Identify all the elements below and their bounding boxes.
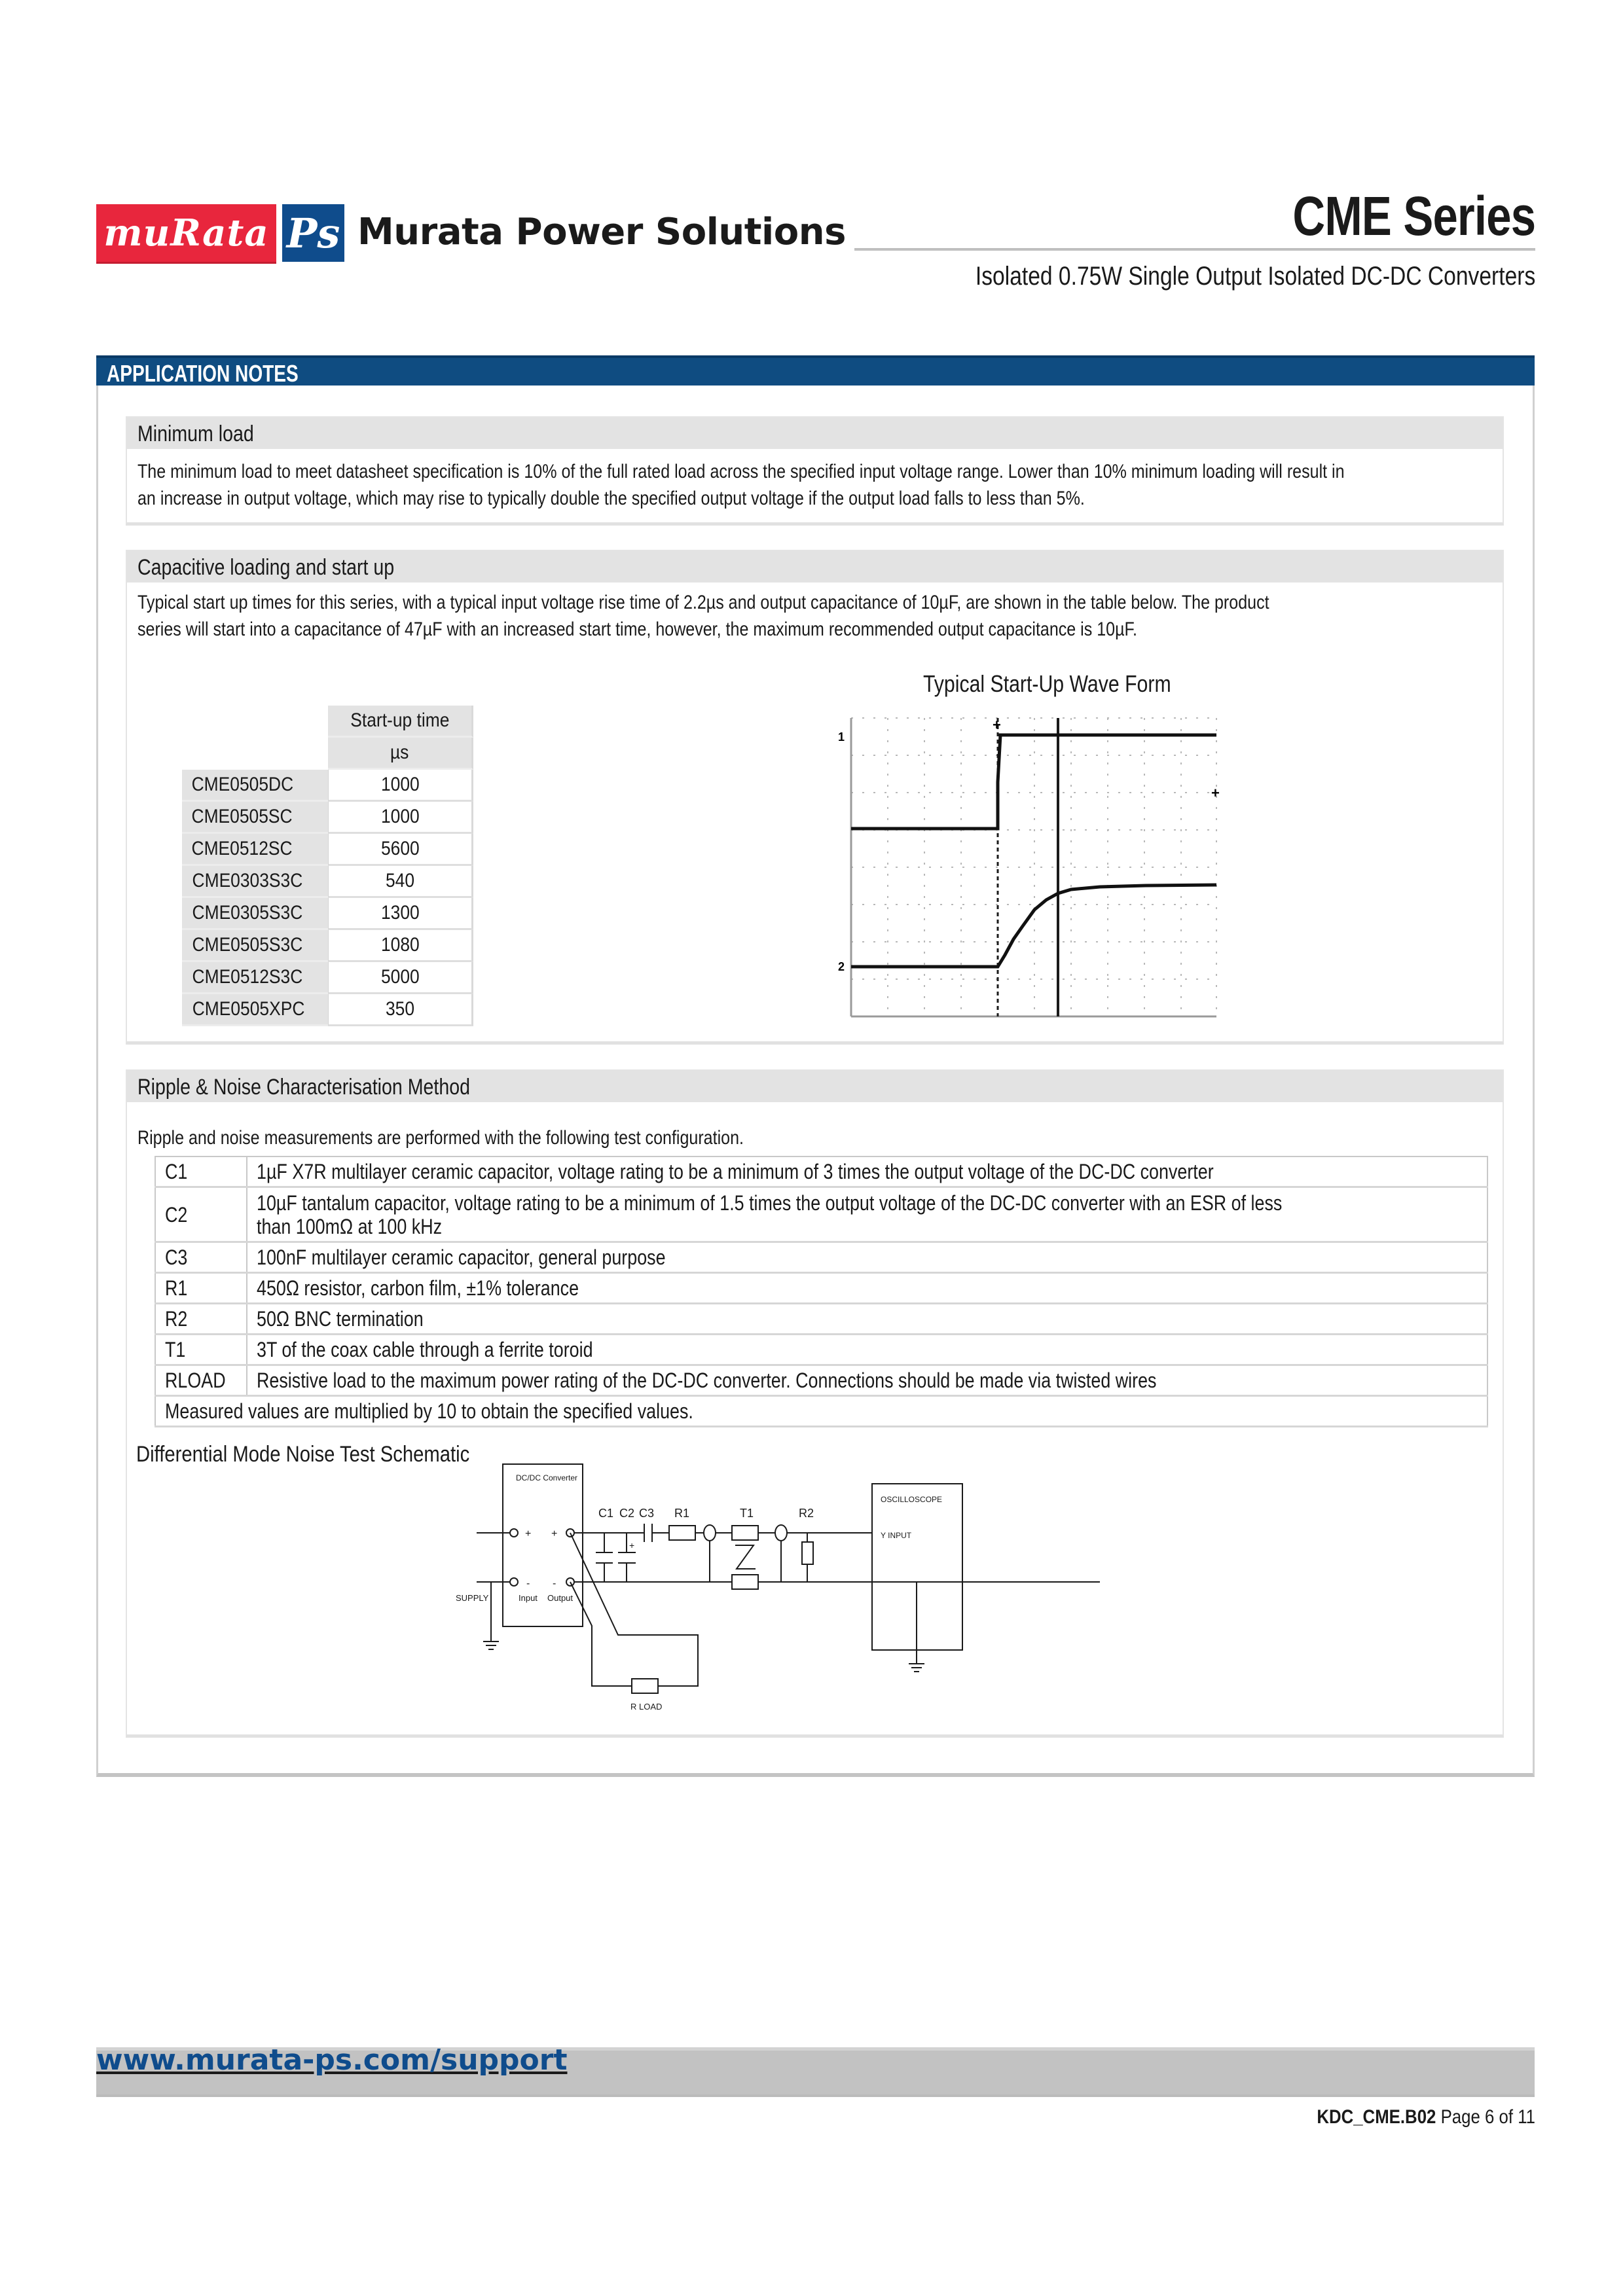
page-number	[1317, 2106, 1535, 2128]
component-desc: 50Ω BNC termination	[257, 1307, 424, 1331]
model-name: CME0305S3C	[192, 902, 303, 924]
table-row	[182, 770, 473, 802]
svg-text:-: -	[553, 1578, 556, 1589]
startup-value: 1080	[380, 934, 420, 956]
section-header	[127, 551, 1503, 583]
level-marker-icon: +	[1211, 785, 1220, 801]
section-header	[127, 418, 1503, 449]
brand-name: Murata Power Solutions	[357, 211, 846, 253]
trigger-marker-icon: +	[993, 717, 1001, 733]
ps-logo-text: Ps	[286, 209, 340, 257]
chart-grid	[851, 718, 1216, 1016]
table-row	[182, 962, 473, 994]
startup-value: 5000	[380, 966, 420, 988]
application-notes-title: APPLICATION NOTES	[107, 360, 299, 387]
ripple-intro-text: Ripple and noise measurements are performed with the following test configuration.	[137, 1127, 744, 1149]
capacitive-loading-text	[137, 589, 1471, 643]
schematic-title: Differential Mode Noise Test Schematic	[136, 1442, 470, 1467]
model-name: CME0303S3C	[192, 870, 303, 891]
component-ref: R1	[165, 1276, 188, 1300]
component-desc: 10µF tantalum capacitor, voltage rating to be a minimum of 1.5 times the output voltage of the DC-DC converter with an ESR of less	[257, 1191, 1283, 1215]
component-desc: 450Ω resistor, carbon film, ±1% tolerance	[257, 1276, 579, 1300]
svg-text:-: -	[526, 1578, 530, 1589]
r2-resistor	[802, 1542, 813, 1564]
rload-label: R LOAD	[630, 1702, 663, 1712]
table-footnote-row	[155, 1396, 1487, 1427]
component-ref: C3	[165, 1246, 188, 1269]
page-subtitle: Isolated 0.75W Single Output Isolated DC-DC Converters	[975, 262, 1535, 291]
section-title: Minimum load	[137, 422, 254, 446]
noise-test-schematic	[445, 1460, 1100, 1734]
model-name: CME0505SC	[191, 806, 293, 827]
table-row	[155, 1365, 1487, 1396]
section-title: Capacitive loading and start up	[137, 555, 395, 580]
startup-value: 540	[385, 870, 415, 891]
section-title: Ripple & Noise Characterisation Method	[137, 1075, 470, 1100]
table-row	[182, 930, 473, 962]
test-configuration-table	[155, 1156, 1488, 1427]
support-link[interactable]: www.murata-ps.com/support	[96, 2043, 568, 2077]
svg-text:+: +	[525, 1528, 532, 1539]
coax-connector-1	[704, 1525, 716, 1541]
component-desc: 100nF multilayer ceramic capacitor, general purpose	[257, 1246, 666, 1269]
startup-waveform-chart	[838, 710, 1244, 1024]
page-title: CME Series	[1292, 185, 1535, 247]
document-code: KDC_CME.B02	[1317, 2106, 1436, 2128]
footnote: Measured values are multiplied by 10 to obtain the specified values.	[165, 1399, 693, 1423]
murata-logo-text: muRata	[103, 211, 269, 255]
svg-text:+: +	[629, 1540, 635, 1551]
text-line: series will start into a capacitance of 47µF with an increased start time, however, the maximum recommended output capacitance is 10µF.	[137, 619, 1138, 640]
table-row	[155, 1157, 1487, 1187]
oscilloscope-label: OSCILLOSCOPE	[881, 1495, 943, 1504]
model-name: CME0505DC	[191, 774, 294, 795]
input-label: Input	[519, 1593, 538, 1603]
ps-logo	[282, 204, 344, 262]
table-row	[182, 994, 473, 1026]
coax-connector-2	[775, 1525, 787, 1541]
component-ref: C1	[165, 1160, 188, 1183]
text-line: Typical start up times for this series, with a typical input voltage rise time of 2.2µs and output capacitance of 10µF, are shown in the table below. The product	[137, 592, 1269, 613]
text-line: The minimum load to meet datasheet specification is 10% of the full rated load across the specified input voltage range. Lower than 10% minimum loading will result in	[137, 461, 1345, 482]
model-name: CME0505S3C	[192, 934, 303, 956]
ground-icon-left	[483, 1641, 499, 1649]
c2-label: C2	[619, 1507, 635, 1520]
table-row	[155, 1187, 1487, 1242]
startup-time-table	[182, 706, 473, 1026]
r1-label: R1	[674, 1507, 690, 1520]
input-minus-terminal	[510, 1578, 518, 1586]
component-desc: Resistive load to the maximum power rating of the DC-DC converter. Connections should be made via twisted wires	[257, 1369, 1157, 1392]
component-ref: R2	[165, 1307, 188, 1331]
application-notes-header	[96, 355, 1535, 386]
table-row	[155, 1242, 1487, 1273]
section-header	[127, 1071, 1503, 1102]
table-row	[182, 834, 473, 866]
component-desc-cont: than 100mΩ at 100 kHz	[257, 1214, 443, 1238]
model-name: CME0512SC	[191, 838, 293, 859]
table-row	[155, 1273, 1487, 1304]
t1-toroid-top	[732, 1526, 758, 1540]
model-name: CME0505XPC	[192, 998, 305, 1020]
input-voltage-trace	[851, 735, 1216, 829]
startup-value: 1300	[380, 902, 420, 924]
startup-value: 5600	[380, 838, 420, 859]
table-unit-row	[182, 738, 473, 770]
r2-label: R2	[799, 1507, 814, 1520]
startup-value: 1000	[380, 774, 420, 795]
component-ref: C2	[165, 1202, 188, 1227]
output-label: Output	[547, 1593, 574, 1603]
converter-label: DC/DC Converter	[516, 1473, 578, 1482]
channel-1-marker: 1	[838, 730, 845, 744]
model-name: CME0512S3C	[192, 966, 303, 988]
table-row	[155, 1304, 1487, 1335]
component-desc: 3T of the coax cable through a ferrite toroid	[257, 1338, 593, 1361]
ground-icon-right	[909, 1664, 924, 1672]
waveform-title: Typical Start-Up Wave Form	[923, 670, 1171, 697]
table-row	[182, 898, 473, 930]
c1-label: C1	[598, 1507, 614, 1520]
component-ref: T1	[165, 1338, 186, 1361]
c3-label: C3	[639, 1507, 655, 1520]
table-row	[182, 802, 473, 834]
section-minimum-load	[126, 416, 1504, 526]
rload-resistor	[632, 1679, 658, 1693]
y-input-label: Y INPUT	[881, 1531, 912, 1540]
t1-toroid-bottom	[732, 1575, 758, 1589]
table-header-row	[182, 706, 473, 738]
component-desc: 1µF X7R multilayer ceramic capacitor, voltage rating to be a minimum of 3 times the output voltage of the DC-DC converter	[257, 1160, 1214, 1183]
murata-logo	[96, 204, 276, 264]
r1-resistor	[669, 1526, 695, 1540]
supply-label: SUPPLY	[456, 1593, 489, 1603]
startup-value: 1000	[380, 806, 420, 827]
minimum-load-text	[137, 458, 1471, 512]
table-row	[182, 866, 473, 898]
t1-label: T1	[740, 1507, 754, 1520]
text-line: an increase in output voltage, which may rise to typically double the specified output voltage if the output load falls to less than 5%.	[137, 488, 1085, 509]
table-row	[155, 1335, 1487, 1365]
component-ref: RLOAD	[165, 1369, 226, 1392]
input-plus-terminal	[510, 1529, 518, 1537]
page-indicator: Page 6 of 11	[1440, 2106, 1535, 2128]
column-unit: µs	[328, 738, 473, 770]
column-header: Start-up time	[328, 706, 473, 738]
channel-2-marker: 2	[838, 960, 845, 973]
startup-value: 350	[385, 998, 415, 1020]
header-divider	[854, 248, 1535, 251]
svg-text:+: +	[551, 1528, 558, 1539]
